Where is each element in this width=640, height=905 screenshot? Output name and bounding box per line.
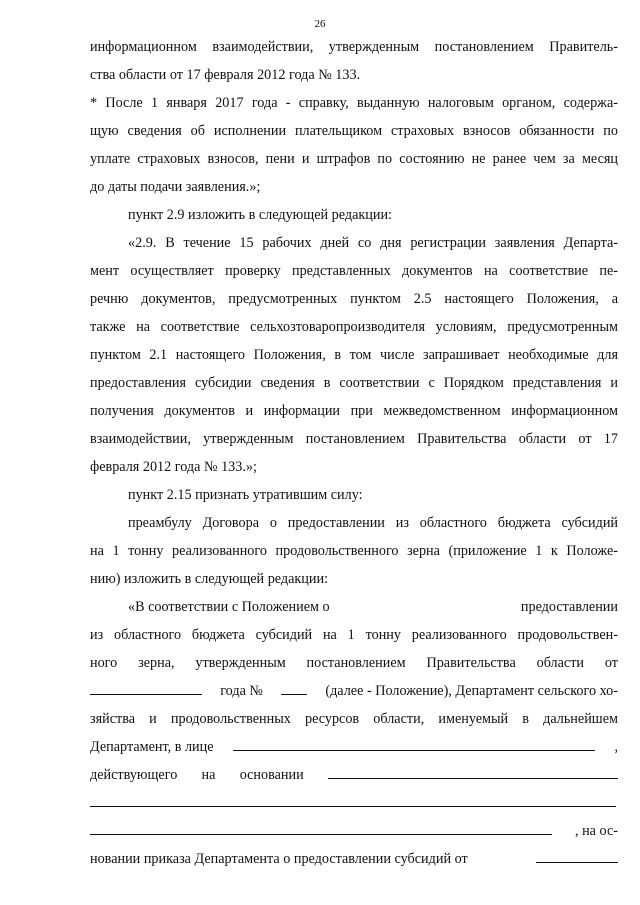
text-fragment: действующего <box>90 767 178 783</box>
text-line <box>90 850 618 868</box>
text-line: февраля 2012 года № 133.»; <box>90 459 257 475</box>
page-number: 26 <box>314 18 326 30</box>
text-line <box>90 794 618 807</box>
text-line: из областного бюджета субсидий на 1 тонну реализованного продовольствен- <box>90 627 618 643</box>
fill-blank <box>90 682 202 695</box>
text-fragment: новании приказа Департамента о предоставлении субсидий от <box>90 851 468 867</box>
text-line <box>90 822 618 840</box>
text-line: мент осуществляет проверку представленных документов на соответствие пе- <box>90 263 618 279</box>
text-fragment: «В соответствии с Положением о <box>128 599 330 615</box>
text-line <box>90 766 618 784</box>
text-fragment: Департамент, в лице <box>90 739 214 755</box>
text-line: щую сведения об исполнении плательщиком страховых взносов обязанности по <box>90 123 618 139</box>
text-line <box>90 682 618 700</box>
fill-blank <box>233 738 595 751</box>
text-line: также на соответствие сельхозтоваропроизводителя условиям, предусмотренным <box>90 319 618 335</box>
text-line <box>128 598 618 616</box>
fill-blank <box>536 850 618 863</box>
text-line: ства области от 17 февраля 2012 года № 133. <box>90 67 361 83</box>
text-line: преамбулу Договора о предоставлении из областного бюджета субсидий <box>128 515 618 531</box>
fill-blank <box>281 682 307 695</box>
text-fragment: основании <box>239 767 304 783</box>
fill-blank <box>90 822 552 835</box>
text-line: пункт 2.9 изложить в следующей редакции: <box>128 207 392 223</box>
text-line: уплате страховых взносов, пени и штрафов по состоянию не ранее чем за месяц <box>90 151 618 167</box>
text-line: до даты подачи заявления.»; <box>90 179 261 195</box>
text-line <box>90 738 618 756</box>
text-line: зяйства и продовольственных ресурсов области, именуемый в дальнейшем <box>90 711 618 727</box>
text-line: ного зерна, утвержденным постановлением Правительства области от <box>90 655 618 671</box>
text-line: на 1 тонну реализованного продовольственного зерна (приложение 1 к Положе- <box>90 543 618 559</box>
text-line: * После 1 января 2017 года - справку, выданную налоговым органом, содержа- <box>90 95 618 111</box>
text-fragment: года № <box>220 683 263 699</box>
text-line: предоставления субсидии сведения в соответствии с Порядком представления и <box>90 375 618 391</box>
text-fragment: , <box>614 739 618 755</box>
fill-blank <box>90 794 616 807</box>
text-fragment: предоставлении <box>520 599 618 615</box>
text-line: «2.9. В течение 15 рабочих дней со дня регистрации заявления Департа- <box>128 235 618 251</box>
text-fragment: (далее - Положение), Департамент сельского хо- <box>325 683 618 699</box>
text-fragment: на <box>201 767 216 783</box>
text-line: речню документов, предусмотренных пунктом 2.5 настоящего Положения, а <box>90 291 618 307</box>
text-line: информационном взаимодействии, утвержденным постановлением Правитель- <box>90 39 618 55</box>
text-line: взаимодействии, утвержденным постановлением Правительства области от 17 <box>90 431 618 447</box>
text-line: нию) изложить в следующей редакции: <box>90 571 329 587</box>
text-line: пунктом 2.1 настоящего Положения, в том числе запрашивает необходимые для <box>90 347 618 363</box>
text-line: пункт 2.15 признать утратившим силу: <box>128 487 363 503</box>
text-line: получения документов и информации при межведомственном информационном <box>90 403 618 419</box>
text-fragment: , на ос- <box>575 823 618 839</box>
fill-blank <box>328 766 618 779</box>
